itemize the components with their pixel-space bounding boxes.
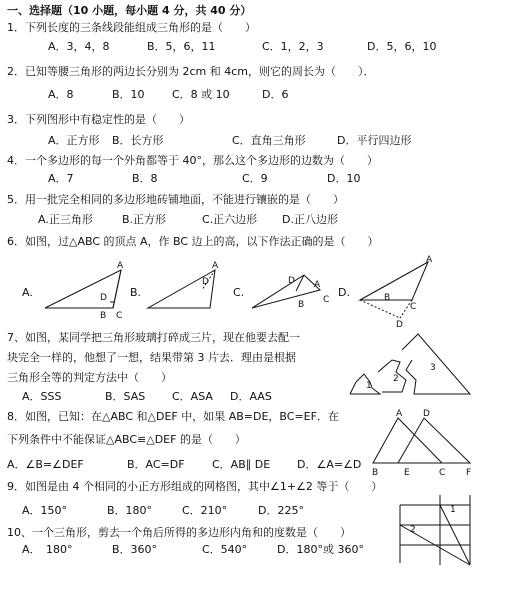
question-10-option-b[interactable]: B．360° bbox=[112, 543, 158, 556]
question-8-stem-line-1: 8．如图，已知：在△ABC 和△DEF 中，如果 AB=DE，BC=EF．在 bbox=[7, 410, 339, 423]
q6a-label-b: B bbox=[100, 311, 107, 321]
question-7-stem-line-1: 7、如图，某同学把三角形玻璃打碎成三片，现在他要去配一 bbox=[7, 331, 300, 344]
question-2-option-c[interactable]: C．8 或 10 bbox=[172, 88, 230, 101]
question-4-option-c[interactable]: C．9 bbox=[242, 172, 268, 185]
q6d-label-d: D bbox=[396, 320, 403, 330]
q8-label-c: C bbox=[439, 468, 446, 478]
question-3-option-d[interactable]: D．平行四边形 bbox=[337, 134, 412, 147]
question-6-option-a[interactable]: A. bbox=[22, 286, 33, 299]
question-10-stem: 10、一个三角形，剪去一个角后所得的多边形内角和的度数是（ ） bbox=[7, 526, 351, 539]
question-3-option-b[interactable]: B．长方形 bbox=[112, 134, 164, 147]
question-2-stem: 2．已知等腰三角形的两边长分别为 2cm 和 4cm，则它的周长为（ ）． bbox=[7, 65, 375, 78]
q7-piece-3 bbox=[402, 334, 470, 394]
question-7-option-a[interactable]: A．SSS bbox=[22, 390, 62, 403]
q6b-label-d: D bbox=[202, 277, 209, 287]
q6d-label-a: A bbox=[426, 255, 433, 265]
question-1-stem: 1．下列长度的三条线段能组成三角形的是（ ） bbox=[7, 21, 256, 34]
question-5-option-d[interactable]: D.正八边形 bbox=[282, 213, 338, 226]
question-4-option-b[interactable]: B．8 bbox=[132, 172, 158, 185]
q6a-label-c: C bbox=[116, 311, 123, 321]
q8-label-d: D bbox=[423, 409, 430, 419]
q6c-label-d: D bbox=[288, 276, 295, 286]
question-4-option-a[interactable]: A．7 bbox=[48, 172, 74, 185]
question-2-option-d[interactable]: D．6 bbox=[262, 88, 289, 101]
question-10-option-d[interactable]: D．180°或 360° bbox=[277, 543, 364, 556]
q6c-label-a: A bbox=[314, 280, 321, 290]
question-6-option-b[interactable]: B. bbox=[130, 286, 142, 299]
question-3-option-a[interactable]: A．正方形 bbox=[48, 134, 100, 147]
q8-triangle-abc bbox=[373, 418, 442, 463]
q9-angle-label-1: 1 bbox=[450, 505, 456, 515]
question-6-option-d[interactable]: D. bbox=[338, 286, 350, 299]
question-8-option-d[interactable]: D．∠A=∠D bbox=[297, 458, 362, 471]
section-title: 一、选择题（10 小题，每小题 4 分，共 40 分） bbox=[7, 4, 252, 17]
question-9-option-c[interactable]: C．210° bbox=[182, 504, 228, 517]
question-6-option-c[interactable]: C. bbox=[233, 286, 245, 299]
q7-piece-label-2: 2 bbox=[393, 374, 399, 384]
question-5-option-c[interactable]: C.正六边形 bbox=[202, 213, 258, 226]
q7-piece-2 bbox=[378, 360, 406, 392]
q8-label-f: F bbox=[466, 468, 472, 478]
question-5-stem: 5．用一批完全相同的多边形地砖铺地面，不能进行镶嵌的是（ ） bbox=[7, 193, 344, 206]
q8-triangle-def bbox=[398, 418, 470, 463]
question-7-option-d[interactable]: D．AAS bbox=[230, 390, 272, 403]
question-7-stem-line-2: 块完全一样的，他想了一想，结果带第 3 片去．理由是根据 bbox=[7, 351, 296, 364]
q6b-label-a: A bbox=[212, 261, 219, 271]
q7-piece-label-3: 3 bbox=[430, 363, 436, 373]
q6d-label-b: B bbox=[384, 293, 391, 303]
question-4-option-d[interactable]: D．10 bbox=[327, 172, 361, 185]
question-6-stem: 6．如图，过△ABC 的顶点 A，作 BC 边上的高，以下作法正确的是（ ） bbox=[7, 235, 379, 248]
q8-label-e: E bbox=[404, 468, 410, 478]
question-10-option-a[interactable]: A． 180° bbox=[22, 543, 73, 556]
q8-label-b: B bbox=[372, 468, 379, 478]
question-9-option-d[interactable]: D．225° bbox=[258, 504, 304, 517]
q6c-label-b: B bbox=[298, 300, 305, 310]
question-2-option-a[interactable]: A．8 bbox=[48, 88, 74, 101]
question-9-stem: 9．如图是由 4 个相同的小正方形组成的网格图，其中∠1+∠2 等于（ ） bbox=[7, 480, 383, 493]
question-1-option-c[interactable]: C．1，2，3 bbox=[262, 40, 324, 53]
q7-piece-label-1: 1 bbox=[366, 381, 372, 391]
q8-label-a: A bbox=[396, 409, 403, 419]
question-3-option-c[interactable]: C．直角三角形 bbox=[232, 134, 306, 147]
question-8-option-a[interactable]: A．∠B=∠DEF bbox=[7, 458, 84, 471]
q6a-label-a: A bbox=[117, 261, 124, 271]
q6-triangle-d bbox=[360, 262, 428, 318]
q6d-label-c: C bbox=[410, 302, 417, 312]
q6-triangle-a bbox=[45, 270, 121, 308]
question-7-option-c[interactable]: C．ASA bbox=[172, 390, 213, 403]
q6c-label-c: C bbox=[323, 295, 330, 305]
question-7-stem-line-3: 三角形全等的判定方法中（ ） bbox=[7, 371, 172, 384]
question-1-option-d[interactable]: D．5，6，10 bbox=[367, 40, 437, 53]
question-5-option-a[interactable]: A.正三角形 bbox=[38, 213, 93, 226]
q9-angle-label-2: 2 bbox=[410, 525, 416, 535]
question-3-stem: 3．下列图形中有稳定性的是（ ） bbox=[7, 113, 190, 126]
question-8-option-c[interactable]: C．AB∥ DE bbox=[212, 458, 271, 471]
q6-triangle-b bbox=[148, 270, 215, 308]
q6-triangle-c bbox=[252, 275, 320, 308]
question-1-option-a[interactable]: A．3，4，8 bbox=[48, 40, 110, 53]
question-4-stem: 4．一个多边形的每一个外角都等于 40°，那么这个多边形的边数为（ ） bbox=[7, 154, 378, 167]
q7-piece-1 bbox=[350, 374, 380, 394]
question-5-option-b[interactable]: B.正方形 bbox=[122, 213, 167, 226]
question-9-option-b[interactable]: B．180° bbox=[107, 504, 153, 517]
question-7-option-b[interactable]: B．SAS bbox=[105, 390, 146, 403]
question-10-option-c[interactable]: C．540° bbox=[202, 543, 248, 556]
q6a-label-d: D bbox=[100, 293, 107, 303]
question-1-option-b[interactable]: B．5，6，11 bbox=[147, 40, 216, 53]
question-8-stem-line-2: 下列条件中不能保证△ABC≌△DEF 的是（ ） bbox=[7, 433, 246, 446]
question-2-option-b[interactable]: B．10 bbox=[112, 88, 145, 101]
question-9-option-a[interactable]: A．150° bbox=[22, 504, 68, 517]
question-8-option-b[interactable]: B．AC=DF bbox=[127, 458, 185, 471]
